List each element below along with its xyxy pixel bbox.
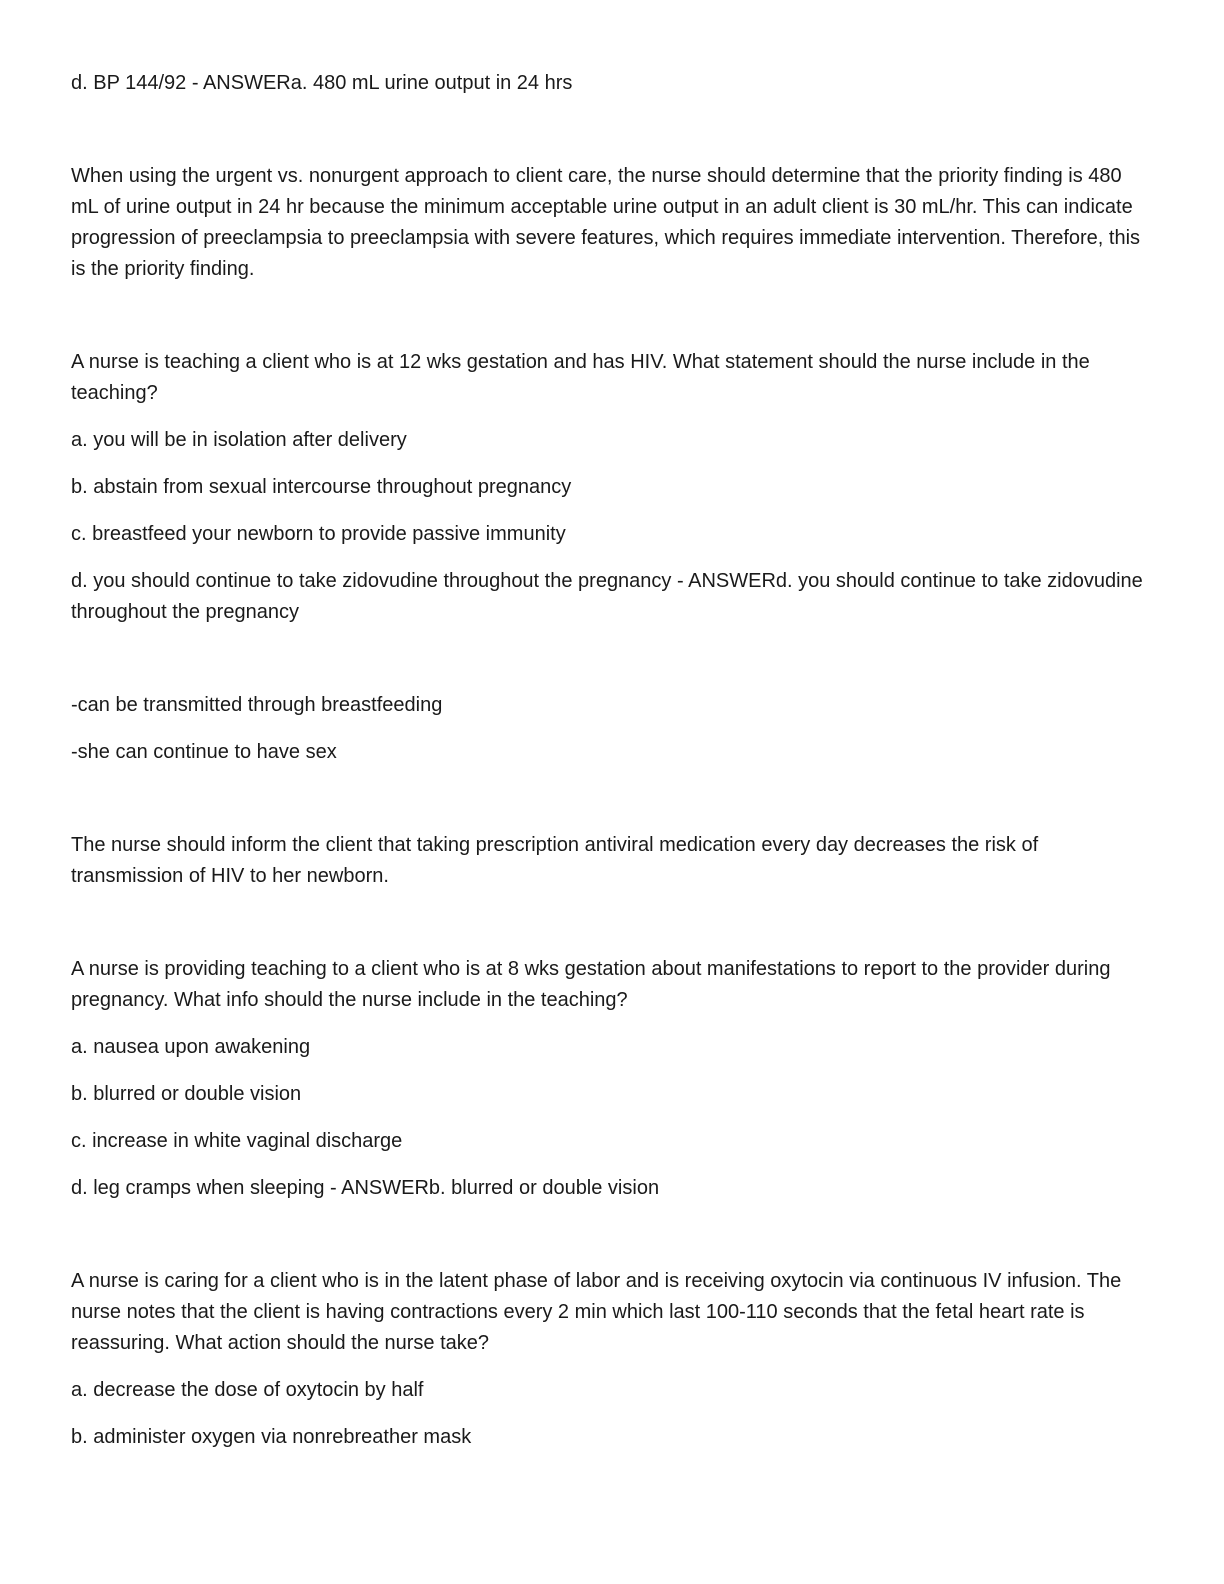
note-line: -can be transmitted through breastfeeding [71,694,443,716]
option-a: a. decrease the dose of oxytocin by half [71,1379,424,1401]
rationale-paragraph: The nurse should inform the client that taking prescription antiviral medication every day decreases the risk of transmission of HIV to her newborn. [71,834,1039,887]
option-a: a. you will be in isolation after delivery [71,429,407,451]
question-paragraph: A nurse is teaching a client who is at 12 wks gestation and has HIV. What statement should the nurse include in the teaching? [71,351,1090,404]
option-d-answer: d. leg cramps when sleeping - ANSWERb. blurred or double vision [71,1177,660,1199]
option-c: c. increase in white vaginal discharge [71,1130,403,1152]
document-page [71,68,1151,1453]
answer-line: d. BP 144/92 - ANSWERa. 480 mL urine output in 24 hrs [71,72,573,94]
option-d-answer: d. you should continue to take zidovudine throughout the pregnancy - ANSWERd. you should continue to take zidovudine throughout the pregnancy [71,570,1143,623]
rationale-paragraph: When using the urgent vs. nonurgent approach to client care, the nurse should determine that the priority finding is 480 mL of urine output in 24 hr because the minimum acceptable urine output in an adult client is 30 mL/hr. This can indicate progression of preeclampsia to preeclampsia with severe features, which requires immediate intervention. Therefore, this is the priority finding. [71,165,1141,280]
option-b: b. administer oxygen via nonrebreather mask [71,1426,472,1448]
option-b: b. abstain from sexual intercourse throughout pregnancy [71,476,572,498]
question-paragraph: A nurse is providing teaching to a client who is at 8 wks gestation about manifestations to report to the provider during pregnancy. What info should the nurse include in the teaching? [71,958,1111,1011]
question-paragraph: A nurse is caring for a client who is in the latent phase of labor and is receiving oxytocin via continuous IV infusion. The nurse notes that the client is having contractions every 2 min which last 100-110 seconds that the fetal heart rate is reassuring. What action should the nurse take? [71,1270,1122,1354]
option-a: a. nausea upon awakening [71,1036,311,1058]
note-line: -she can continue to have sex [71,741,337,763]
option-c: c. breastfeed your newborn to provide passive immunity [71,523,566,545]
option-b: b. blurred or double vision [71,1083,302,1105]
